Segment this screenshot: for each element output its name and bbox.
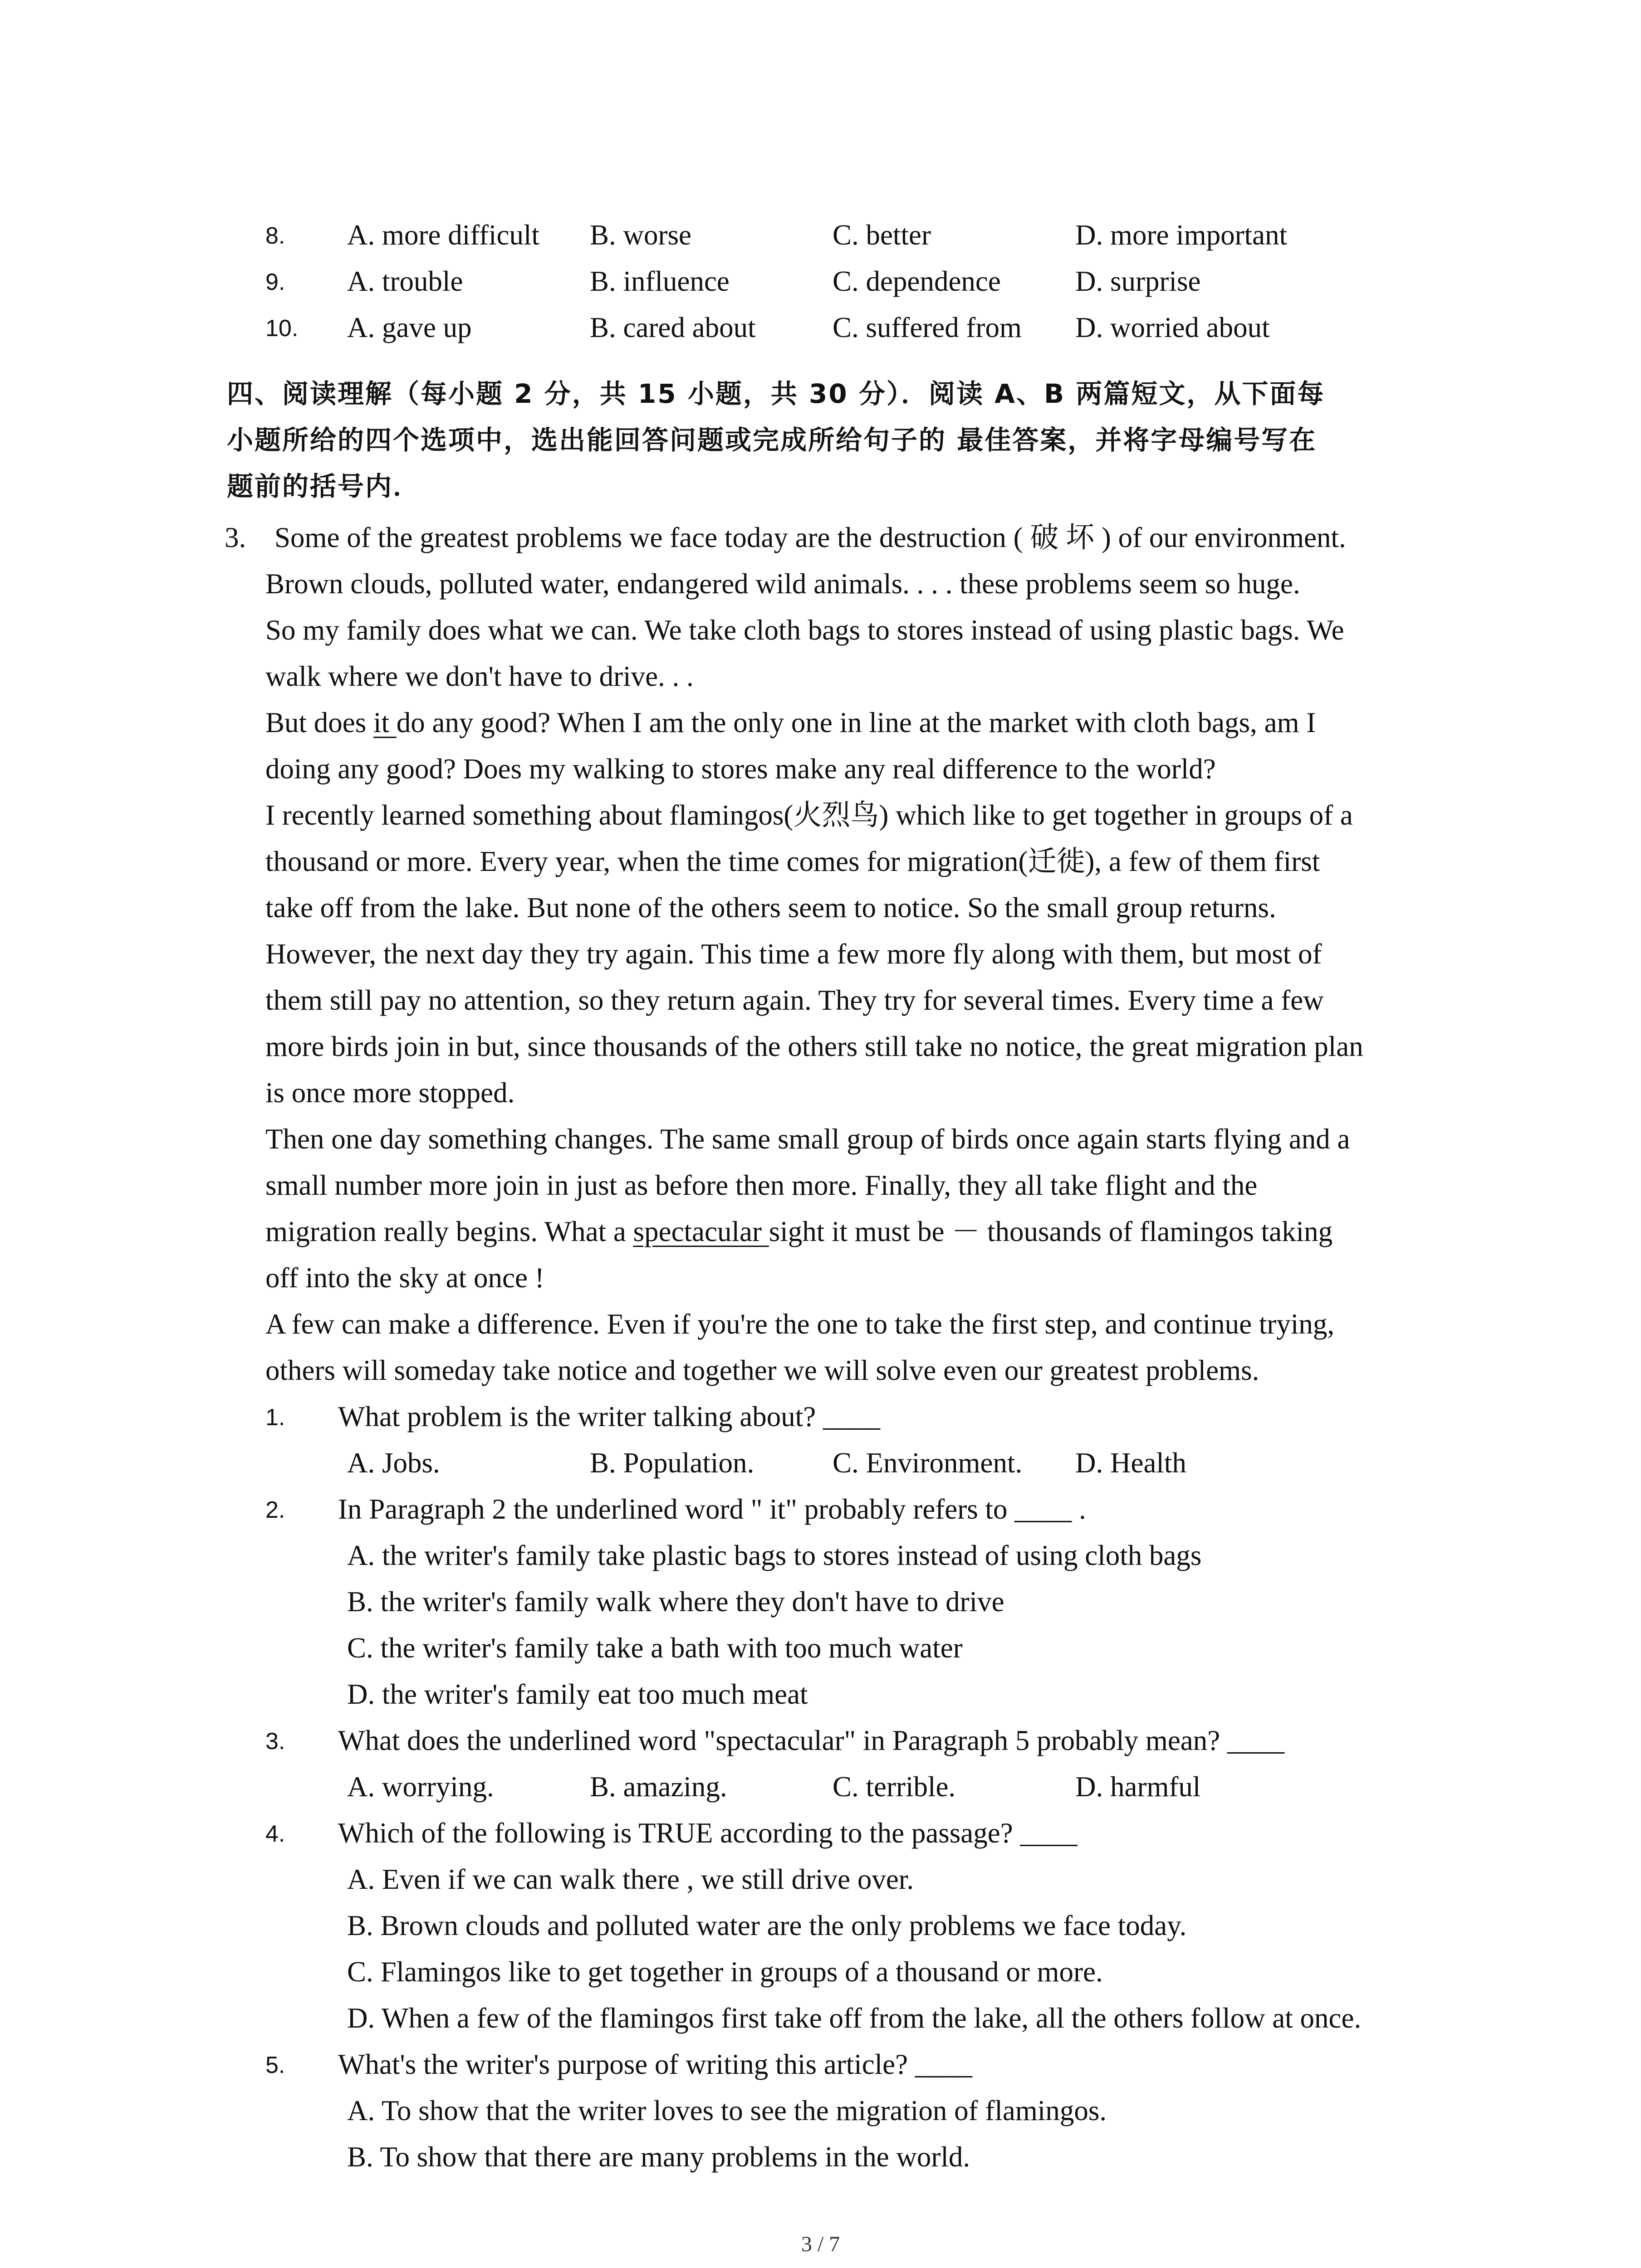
passage-line: others will someday take notice and together we will solve even our greatest problems. [265, 1354, 1259, 1386]
passage-line: However, the next day they try again. This time a few more fly along with them, but most of [265, 938, 1322, 970]
option-c: C. Flamingos like to get together in groups of a thousand or more. [347, 1956, 1103, 1988]
option-a: A. Even if we can walk there , we still drive over. [347, 1863, 914, 1895]
option-d: D. surprise [1075, 265, 1201, 297]
underlined-word-it: it [373, 707, 397, 738]
option-d: D. more important [1075, 219, 1288, 251]
option-c: C. Environment. [833, 1447, 1023, 1479]
passage-line: I recently learned something about flamingos(火烈鸟) which like to get together in groups of a [265, 799, 1353, 831]
option-b: B. worse [590, 219, 691, 251]
option-a: A. worrying. [347, 1771, 494, 1803]
question-number: 9. [265, 269, 285, 295]
passage-line: doing any good? Does my walking to stores make any real difference to the world? [265, 753, 1216, 785]
option-a: A. trouble [347, 265, 463, 297]
question-stem: What does the underlined word "spectacular" in Paragraph 5 probably mean? ____ [338, 1725, 1284, 1756]
option-c: C. suffered from [833, 312, 1022, 343]
passage-line: thousand or more. Every year, when the time comes for migration(迁徙), a few of them first [265, 846, 1320, 877]
option-b: B. amazing. [590, 1771, 727, 1803]
section-heading-line: 小题所给的四个选项中，选出能回答问题或完成所给句子的 最佳答案，并将字母编号写在 [227, 425, 1317, 455]
passage-line: A few can make a difference. Even if you're the one to take the first step, and continue trying, [265, 1308, 1335, 1340]
option-d: D. When a few of the flamingos first take off from the lake, all the others follow at once. [347, 2002, 1362, 2034]
option-c: C. terrible. [833, 1771, 956, 1803]
option-a: A. more difficult [347, 219, 539, 251]
passage-line: small number more join in just as before then more. Finally, they all take flight and the [265, 1169, 1258, 1201]
passage-line: off into the sky at once ! [265, 1262, 544, 1294]
question-stem: Which of the following is TRUE according to the passage? ____ [338, 1817, 1078, 1849]
option-a: A. gave up [347, 312, 472, 343]
question-number: 8. [265, 223, 285, 249]
passage-line: them still pay no attention, so they return again. They try for several times. Every time a few [265, 984, 1324, 1016]
question-number: 10. [265, 315, 299, 342]
passage-line: Some of the greatest problems we face today are the destruction ( 破 坏 ) of our environment. [274, 522, 1346, 553]
underlined-word-spectacular: spectacular [633, 1216, 769, 1247]
passage-line: So my family does what we can. We take cloth bags to stores instead of using plastic bags. We [265, 614, 1344, 646]
question-number: 5. [265, 2052, 285, 2078]
question-number: 2. [265, 1497, 285, 1523]
option-b: B. cared about [590, 312, 756, 343]
option-b: B. the writer's family walk where they don't have to drive [347, 1586, 1004, 1618]
option-c: C. the writer's family take a bath with too much water [347, 1632, 963, 1664]
option-d: D. worried about [1075, 312, 1270, 343]
option-a: A. Jobs. [347, 1447, 440, 1479]
passage-line [265, 1213, 1332, 1250]
question-number: 3. [265, 1728, 285, 1755]
text: But does [265, 707, 374, 738]
passage-line: more birds join in but, since thousands of the others still take no notice, the great migration plan [265, 1031, 1363, 1062]
option-b: B. Brown clouds and polluted water are the only problems we face today. [347, 1910, 1187, 1941]
question-stem: In Paragraph 2 the underlined word " it" probably refers to ____ . [338, 1493, 1086, 1525]
section-heading-line: 四、阅读理解（每小题 2 分，共 15 小题，共 30 分）．阅读 A、B 两篇短文，从下面每 [227, 378, 1325, 409]
option-c: C. better [833, 219, 931, 251]
option-b: B. Population. [590, 1447, 754, 1479]
option-b: B. To show that there are many problems in the world. [347, 2141, 970, 2173]
option-a: A. To show that the writer loves to see the migration of flamingos. [347, 2095, 1107, 2126]
text: migration really begins. What a [265, 1216, 633, 1247]
question-number: 1. [265, 1404, 285, 1431]
text: sight it must be － thousands of flamingos taking [769, 1216, 1333, 1247]
passage-line: Then one day something changes. The same small group of birds once again starts flying and a [265, 1123, 1350, 1155]
option-d: D. the writer's family eat too much meat [347, 1678, 808, 1710]
page-number: 3 / 7 [801, 2232, 840, 2256]
option-c: C. dependence [833, 265, 1001, 297]
section-heading-line: 题前的括号内． [227, 471, 421, 502]
passage-line: Brown clouds, polluted water, endangered wild animals. . . . these problems seem so huge. [265, 568, 1300, 600]
option-a: A. the writer's family take plastic bags to stores instead of using cloth bags [347, 1540, 1202, 1571]
passage-line: is once more stopped. [265, 1077, 515, 1109]
option-d: D. Health [1075, 1447, 1186, 1479]
passage-number: 3. [225, 522, 246, 553]
option-b: B. influence [590, 265, 730, 297]
text: do any good? When I am the only one in line at the market with cloth bags, am I [396, 707, 1316, 738]
passage-line: walk where we don't have to drive. . . [265, 660, 694, 692]
option-d: D. harmful [1075, 1771, 1201, 1803]
question-stem: What's the writer's purpose of writing this article? ____ [338, 2048, 972, 2080]
question-stem: What problem is the writer talking about? ____ [338, 1401, 880, 1432]
passage-line: take off from the lake. But none of the others seem to notice. So the small group returns. [265, 892, 1276, 924]
passage-line [265, 704, 1316, 741]
question-number: 4. [265, 1821, 285, 1847]
